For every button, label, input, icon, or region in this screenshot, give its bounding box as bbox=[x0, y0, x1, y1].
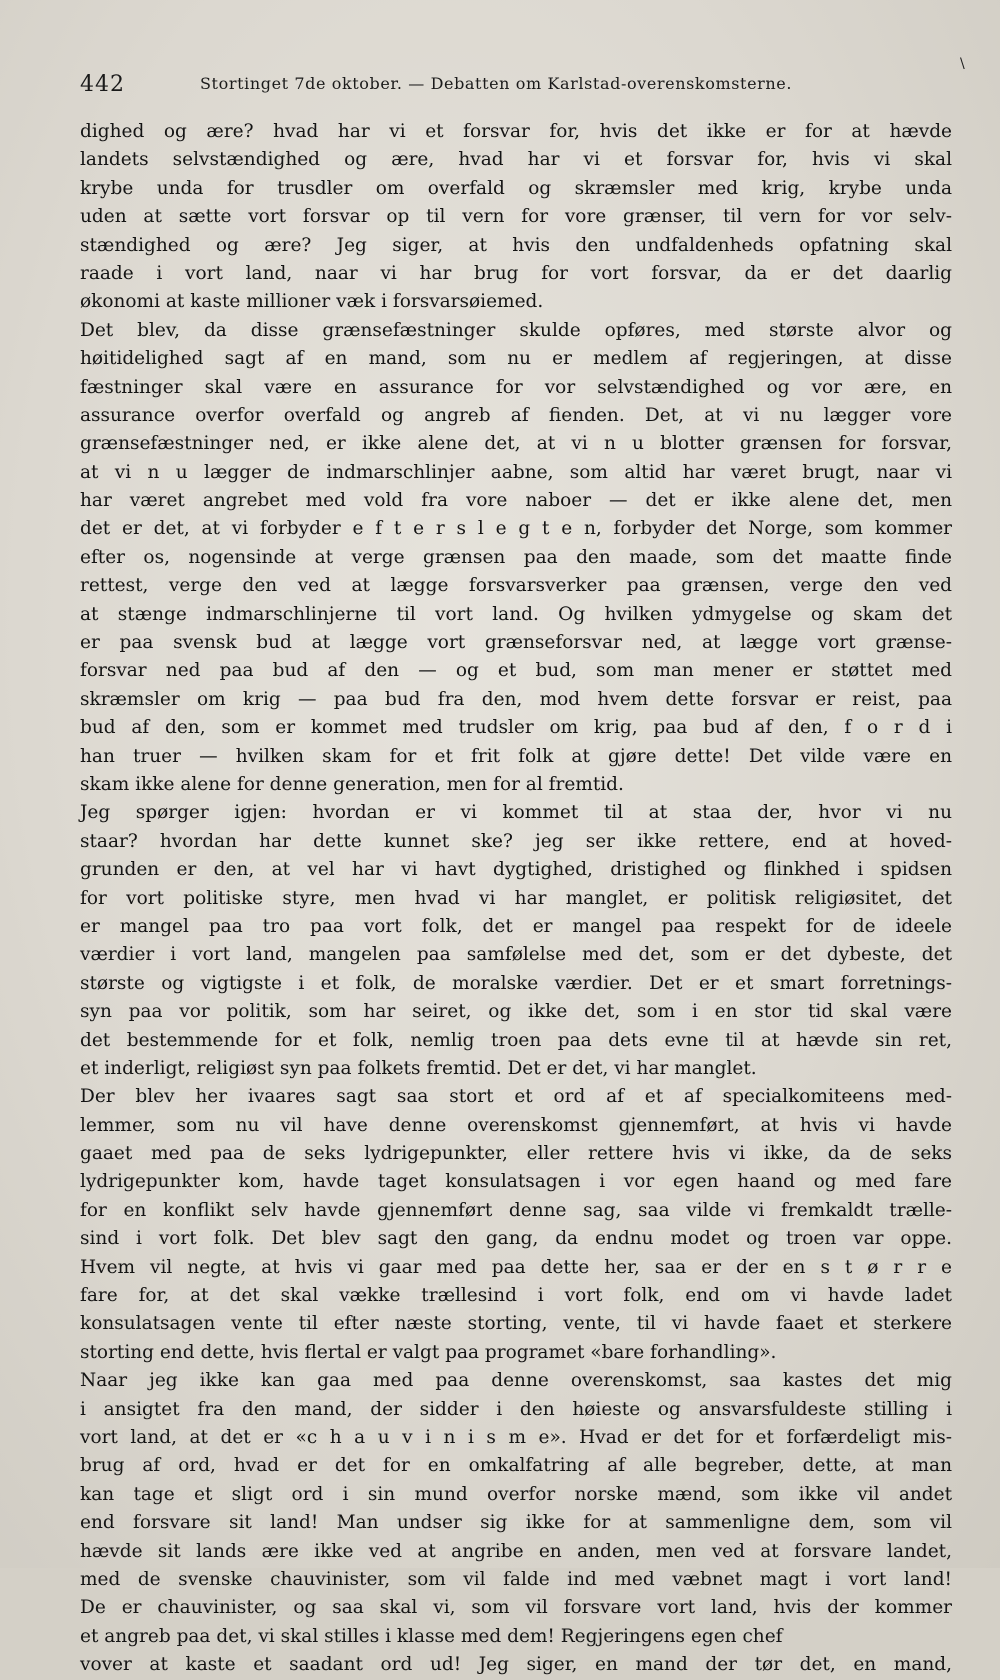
text-line: med de svenske chauvinister, som vil falde ind med væbnet magt i vort land! bbox=[80, 1568, 952, 1590]
text-line: sind i vort folk. Det blev sagt den gang, da endnu modet og troen var oppe. bbox=[80, 1228, 952, 1250]
text-line: Naar jeg ikke kan gaa med paa denne overenskomst, saa kastes det mig bbox=[80, 1370, 952, 1392]
text-line: rettest, verge den ved at lægge forsvarsverker paa grænsen, verge den ved bbox=[80, 575, 952, 597]
text-line: det er det, at vi forbyder e f t e r s l e g t e n, forbyder det Norge, som kommer bbox=[80, 518, 952, 540]
page-header bbox=[80, 56, 965, 112]
text-line: De er chauvinister, og saa skal vi, som vil forsvare vort land, hvis der kommer bbox=[80, 1597, 952, 1619]
text-line: skræmsler om krig — paa bud fra den, mod hvem dette forsvar er reist, paa bbox=[80, 688, 952, 710]
text-line: Hvem vil negte, at hvis vi gaar med paa dette her, saa er der en s t ø r r e bbox=[80, 1256, 952, 1278]
text-line: brug af ord, hvad er det for en omkalfatring af alle begreber, dette, at man bbox=[80, 1455, 952, 1477]
body-text bbox=[80, 118, 952, 1679]
text-line: gaaet med paa de seks lydrigepunkter, eller rettere hvis vi ikke, da de seks bbox=[80, 1143, 952, 1165]
text-line: grunden er den, at vel har vi havt dygtighed, dristighed og flinkhed i spidsen bbox=[80, 859, 952, 881]
text-line: fare for, at det skal vække trællesind i vort folk, end om vi havde ladet bbox=[80, 1285, 952, 1307]
text-line: er mangel paa tro paa vort folk, det er mangel paa respekt for de ideele bbox=[80, 915, 952, 937]
text-line: efter os, nogensinde at verge grænsen paa den maade, som det maatte finde bbox=[80, 546, 952, 568]
text-line: økonomi at kaste millioner væk i forsvarsøiemed. bbox=[80, 291, 544, 313]
text-line: hævde sit lands ære ikke ved at angribe en anden, men ved at forsvare landet, bbox=[80, 1540, 952, 1562]
text-line: vort land, at det er «c h a u v i n i s m e». Hvad er det for et forfærdeligt mis- bbox=[80, 1426, 952, 1448]
text-line: storting end dette, hvis flertal er valgt paa programet «bare forhandling». bbox=[80, 1341, 777, 1363]
text-line: for en konflikt selv havde gjennemført denne sag, saa vilde vi fremkaldt trælle- bbox=[80, 1199, 952, 1221]
text-line: krybe unda for trusdler om overfald og skræmsler med krig, krybe unda bbox=[80, 177, 952, 199]
text-line: han truer — hvilken skam for et frit folk at gjøre dette! Det vilde være en bbox=[80, 745, 952, 767]
text-line: skam ikke alene for denne generation, men for al fremtid. bbox=[80, 773, 624, 795]
text-line: lemmer, som nu vil have denne overenskomst gjennemført, at hvis vi havde bbox=[80, 1114, 952, 1136]
stray-mark: \ bbox=[960, 56, 965, 72]
text-line: værdier i vort land, mangelen paa samfølelse med det, som er det dybeste, det bbox=[80, 944, 952, 966]
text-line: dighed og ære? hvad har vi et forsvar for, hvis det ikke er for at hævde bbox=[80, 121, 952, 142]
text-line: kan tage et sligt ord i sin mund overfor norske mænd, som ikke vil andet bbox=[80, 1483, 952, 1505]
text-line: høitidelighed sagt af en mand, som nu er medlem af regjeringen, at disse bbox=[80, 348, 952, 370]
text-line: vover at kaste et saadant ord ud! Jeg siger, en mand der tør det, en mand, bbox=[80, 1654, 952, 1676]
text-line: raade i vort land, naar vi har brug for vort forsvar, da er det daarlig bbox=[80, 262, 952, 284]
text-line: forsvar ned paa bud af den — og et bud, som man mener er støttet med bbox=[80, 660, 952, 682]
text-line: grænsefæstninger ned, er ikke alene det, at vi n u blotter grænsen for forsvar, bbox=[80, 433, 952, 455]
text-line: et inderligt, religiøst syn paa folkets fremtid. Det er det, vi har manglet. bbox=[80, 1057, 757, 1079]
text-line: assurance overfor overfald og angreb af fienden. Det, at vi nu lægger vore bbox=[80, 404, 952, 426]
text-line: er paa svensk bud at lægge vort grænseforsvar ned, at lægge vort grænse- bbox=[80, 632, 952, 654]
text-line: i ansigtet fra den mand, der sidder i den høieste og ansvarsfuldeste stilling i bbox=[80, 1398, 952, 1420]
text-line: fæstninger skal være en assurance for vor selvstændighed og vor ære, en bbox=[80, 376, 952, 398]
text-line: Jeg spørger igjen: hvordan er vi kommet til at staa der, hvor vi nu bbox=[80, 802, 952, 824]
text-line: syn paa vor politik, som har seiret, og ikke det, som i en stor tid skal være bbox=[80, 1001, 952, 1023]
text-line: et angreb paa det, vi skal stilles i klasse med dem! Regjeringens egen chef bbox=[80, 1625, 783, 1647]
text-line: Det blev, da disse grænsefæstninger skulde opføres, med største alvor og bbox=[80, 319, 952, 341]
text-line: uden at sætte vort forsvar op til vern for vore grænser, til vern for vor selv- bbox=[80, 206, 952, 228]
text-line: staar? hvordan har dette kunnet ske? jeg ser ikke rettere, end at hoved- bbox=[80, 830, 952, 852]
text-line: at vi n u lægger de indmarschlinjer aabne, som altid har været brugt, naar vi bbox=[80, 461, 952, 483]
text-line: lydrigepunkter kom, havde taget konsulatsagen i vor egen haand og med fare bbox=[80, 1171, 952, 1193]
text-line: at stænge indmarschlinjerne til vort land. Og hvilken ydmygelse og skam det bbox=[80, 603, 952, 625]
text-line: landets selvstændighed og ære, hvad har vi et forsvar for, hvis vi skal bbox=[80, 149, 952, 171]
text-line: Der blev her ivaares sagt saa stort et ord af et af specialkomiteens med- bbox=[80, 1086, 952, 1108]
page-number: 442 bbox=[80, 72, 125, 97]
text-line: konsulatsagen vente til efter næste storting, vente, til vi havde faaet et sterkere bbox=[80, 1313, 952, 1335]
text-line: største og vigtigste i et folk, de moralske værdier. Det er et smart forretnings- bbox=[80, 972, 952, 994]
text-line: har været angrebet med vold fra vore naboer — det er ikke alene det, men bbox=[80, 490, 952, 512]
text-line: stændighed og ære? Jeg siger, at hvis den undfaldenheds opfatning skal bbox=[80, 234, 952, 256]
text-line: end forsvare sit land! Man undser sig ikke for at sammenligne dem, som vil bbox=[80, 1512, 952, 1534]
text-line: det bestemmende for et folk, nemlig troen paa dets evne til at hævde sin ret, bbox=[80, 1029, 952, 1051]
text-line: for vort politiske styre, men hvad vi har manglet, er politisk religiøsitet, det bbox=[80, 887, 952, 909]
text-line: bud af den, som er kommet med trudsler om krig, paa bud af den, f o r d i bbox=[80, 717, 952, 739]
running-head: Stortinget 7de oktober. — Debatten om Karlstad-overenskomsterne. bbox=[200, 74, 793, 93]
